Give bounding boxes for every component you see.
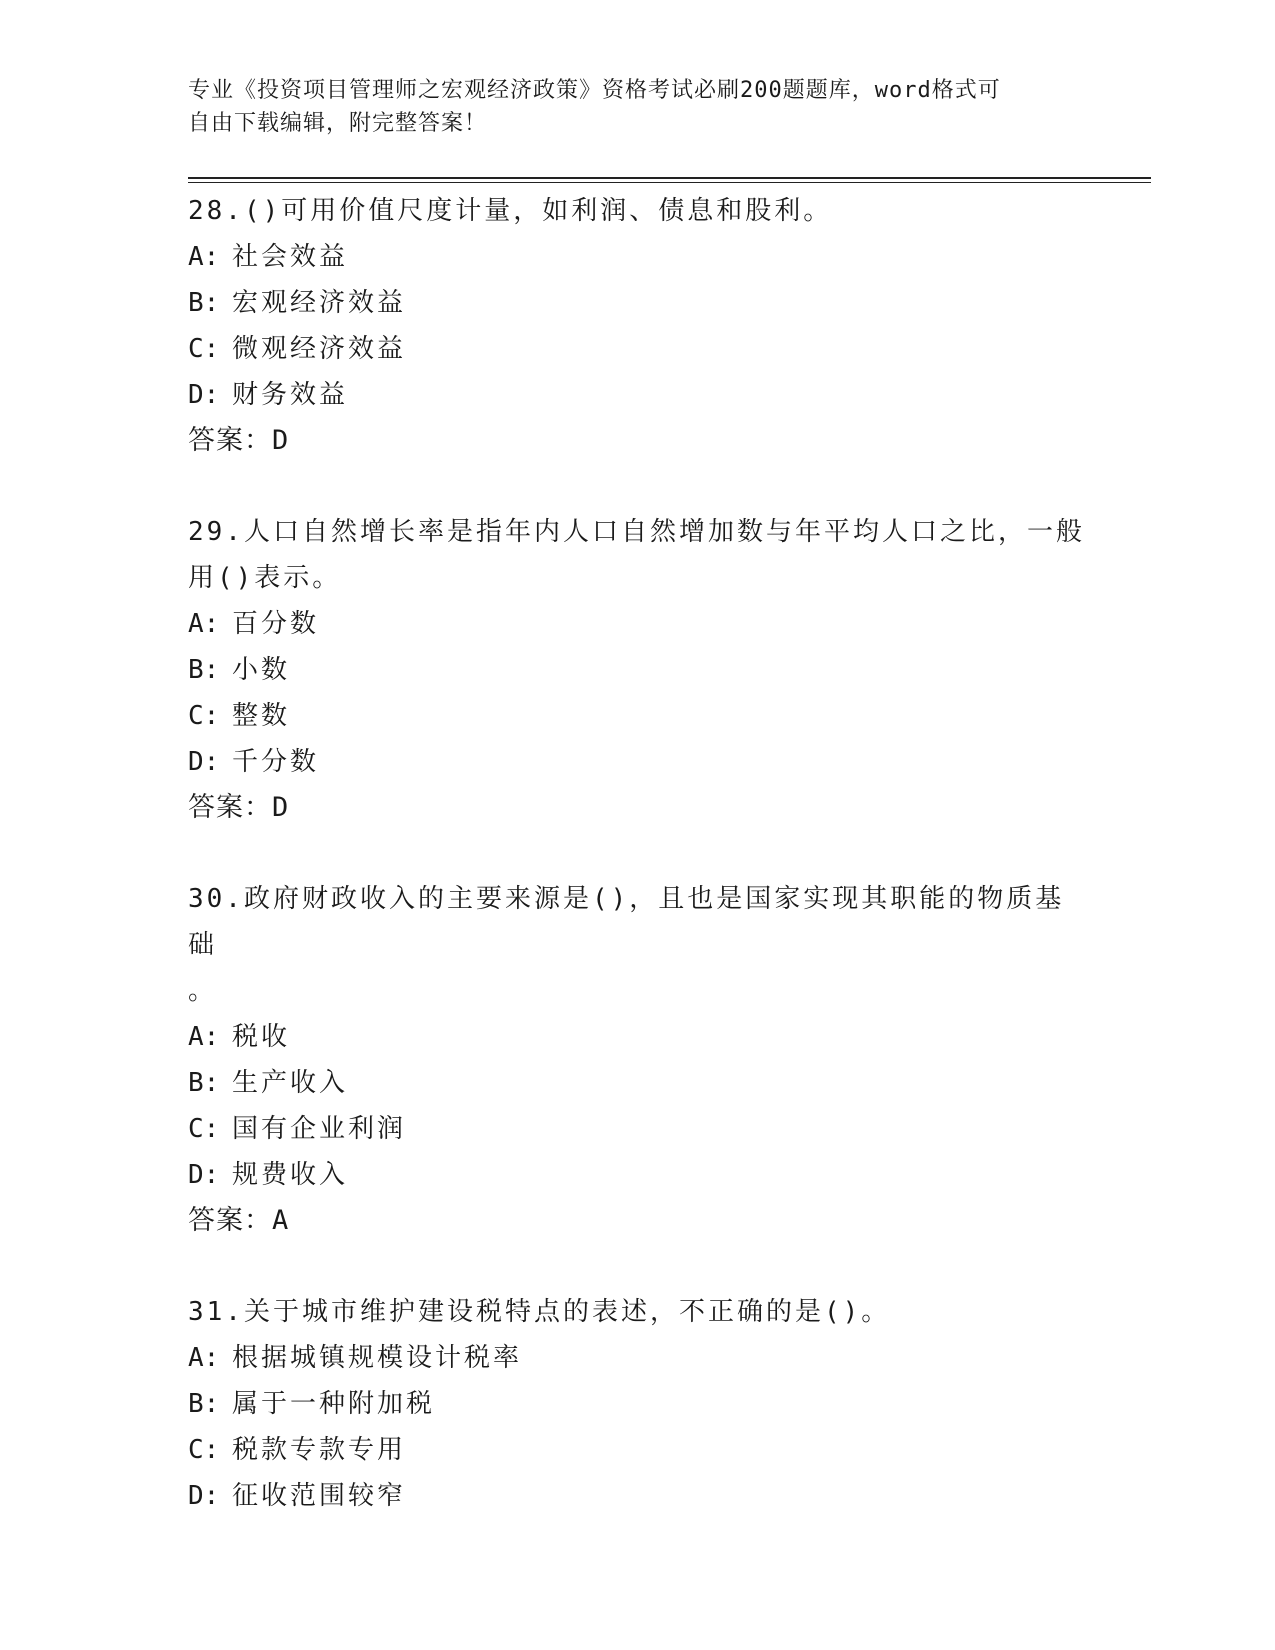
option-text: 征收范围较窄 bbox=[232, 1481, 407, 1511]
answer-option bbox=[188, 1381, 1088, 1427]
answer-key: 答案：D bbox=[188, 792, 290, 823]
option-letter: C: bbox=[188, 701, 220, 731]
option-letter: C: bbox=[188, 334, 220, 364]
answer-key: 答案：D bbox=[188, 425, 290, 456]
header-line-1: 专业《投资项目管理师之宏观经济政策》资格考试必刷200题题库，word格式可 bbox=[188, 78, 1001, 103]
answer-option bbox=[188, 1335, 1088, 1381]
option-letter: A: bbox=[188, 242, 220, 272]
option-letter: C: bbox=[188, 1435, 220, 1465]
option-text: 国有企业利润 bbox=[232, 1114, 407, 1144]
document-header bbox=[188, 74, 1068, 140]
header-divider-thick bbox=[188, 177, 1151, 179]
option-text: 属于一种附加税 bbox=[232, 1389, 436, 1419]
option-text: 微观经济效益 bbox=[232, 334, 407, 364]
answer-option bbox=[188, 326, 1088, 372]
header-line-2: 自由下载编辑，附完整答案！ bbox=[188, 111, 488, 136]
question-block bbox=[188, 509, 1088, 831]
option-text: 小数 bbox=[232, 655, 291, 685]
question-spacer bbox=[188, 464, 1088, 509]
answer-option bbox=[188, 647, 1088, 693]
question-stem: 。 bbox=[188, 976, 218, 1006]
option-letter: A: bbox=[188, 1022, 220, 1052]
answer-option bbox=[188, 739, 1088, 785]
option-letter: B: bbox=[188, 655, 220, 685]
question-stem: 28.()可用价值尺度计量，如利润、债息和股利。 bbox=[188, 196, 833, 226]
option-letter: A: bbox=[188, 609, 220, 639]
option-text: 税款专款专用 bbox=[232, 1435, 407, 1465]
option-text: 整数 bbox=[232, 701, 291, 731]
question-block bbox=[188, 188, 1088, 464]
question-stem: 31.关于城市维护建设税特点的表述，不正确的是()。 bbox=[188, 1297, 891, 1327]
option-text: 百分数 bbox=[232, 609, 320, 639]
option-text: 社会效益 bbox=[232, 242, 349, 272]
question-block bbox=[188, 876, 1088, 1244]
question-spacer bbox=[188, 1244, 1088, 1289]
option-letter: D: bbox=[188, 1481, 220, 1511]
header-divider-thin bbox=[188, 182, 1151, 183]
question-stem: 用()表示。 bbox=[188, 563, 342, 593]
answer-option bbox=[188, 1427, 1088, 1473]
question-stem: 29.人口自然增长率是指年内人口自然增加数与年平均人口之比，一般 bbox=[188, 517, 1085, 547]
answer-key: 答案：A bbox=[188, 1205, 290, 1236]
option-letter: C: bbox=[188, 1114, 220, 1144]
option-letter: D: bbox=[188, 1160, 220, 1190]
option-letter: D: bbox=[188, 380, 220, 410]
answer-option bbox=[188, 1106, 1088, 1152]
option-letter: B: bbox=[188, 288, 220, 318]
option-text: 生产收入 bbox=[232, 1068, 349, 1098]
answer-option bbox=[188, 1014, 1088, 1060]
option-letter: D: bbox=[188, 747, 220, 777]
option-text: 税收 bbox=[232, 1022, 291, 1052]
answer-option bbox=[188, 1060, 1088, 1106]
option-text: 宏观经济效益 bbox=[232, 288, 407, 318]
answer-option bbox=[188, 1473, 1088, 1519]
answer-option bbox=[188, 372, 1088, 418]
answer-option bbox=[188, 693, 1088, 739]
option-letter: B: bbox=[188, 1068, 220, 1098]
question-spacer bbox=[188, 831, 1088, 876]
question-stem: 30.政府财政收入的主要来源是()，且也是国家实现其职能的物质基础 bbox=[188, 884, 1065, 960]
answer-option bbox=[188, 601, 1088, 647]
answer-option bbox=[188, 1152, 1088, 1198]
option-text: 财务效益 bbox=[232, 380, 349, 410]
option-letter: B: bbox=[188, 1389, 220, 1419]
question-list bbox=[188, 188, 1088, 1519]
answer-option bbox=[188, 234, 1088, 280]
option-letter: A: bbox=[188, 1343, 220, 1373]
answer-option bbox=[188, 280, 1088, 326]
option-text: 规费收入 bbox=[232, 1160, 349, 1190]
question-block bbox=[188, 1289, 1088, 1519]
option-text: 千分数 bbox=[232, 747, 320, 777]
option-text: 根据城镇规模设计税率 bbox=[232, 1343, 523, 1373]
